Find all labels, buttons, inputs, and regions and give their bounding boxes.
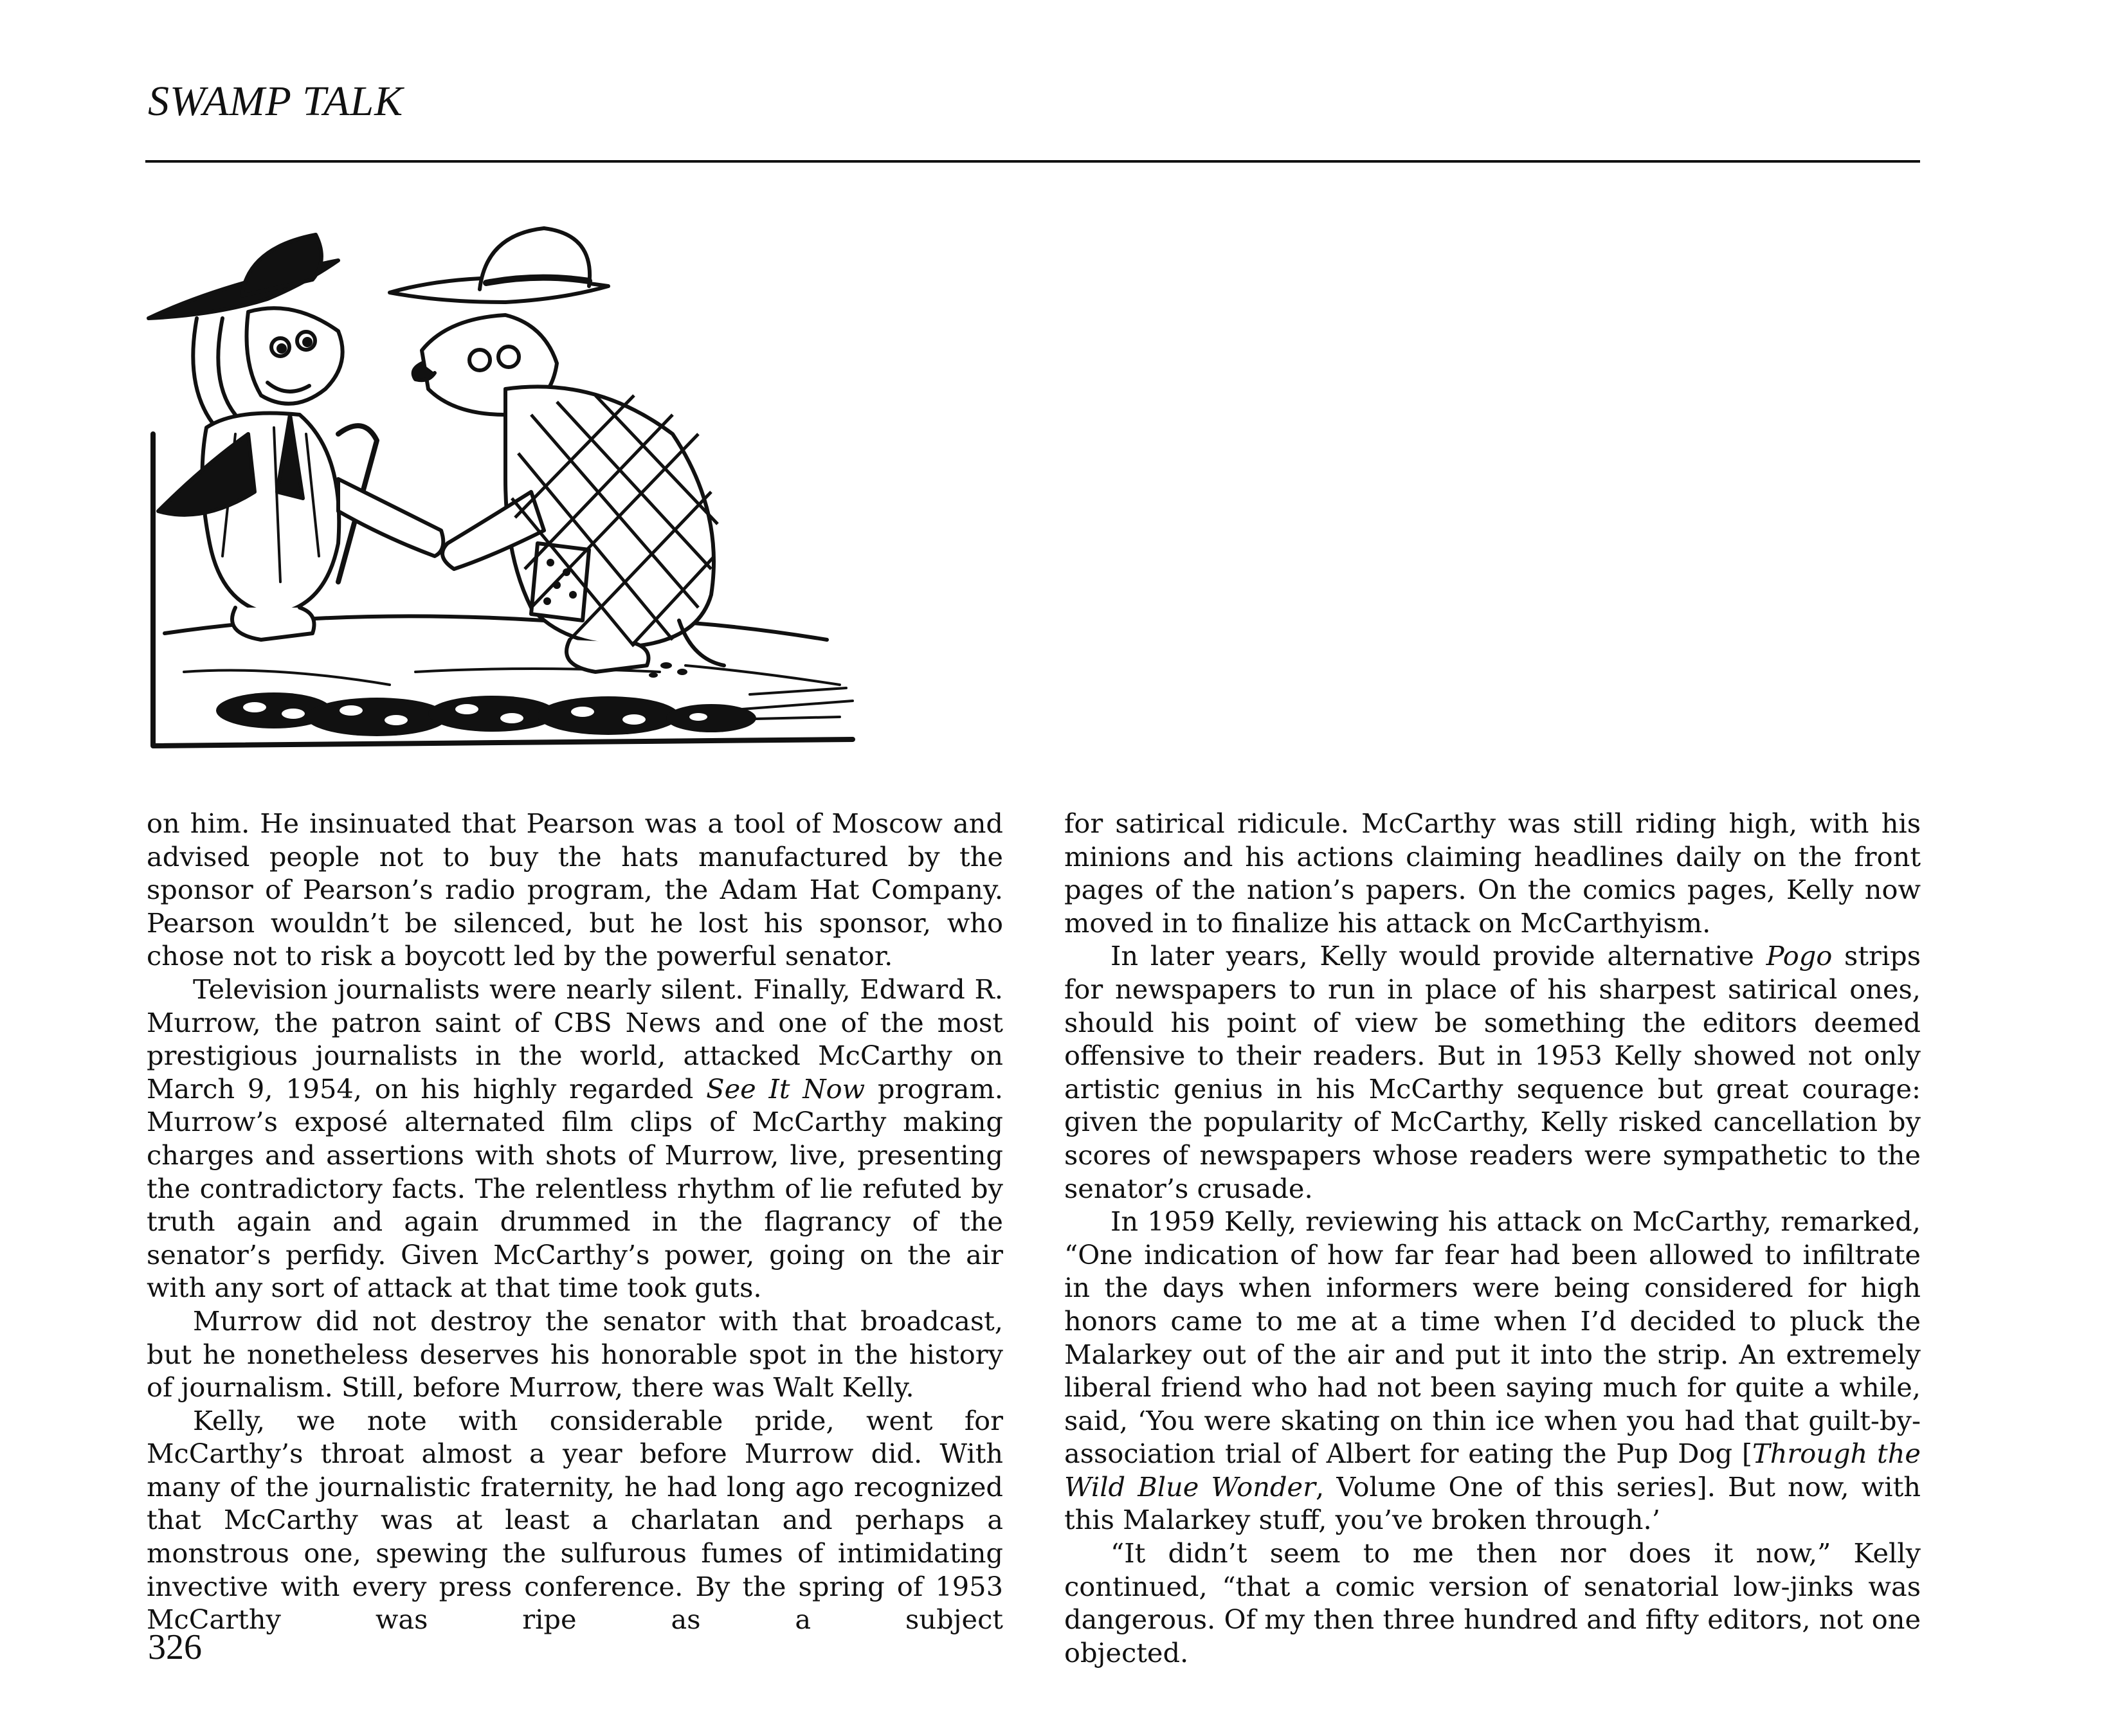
left-paragraph-4: Kelly, we note with considerable pride, went for McCarthy’s throat almost a year before Murrow did. With many of the journalistic fraternity, he had long ago recognized that McCarthy was at least a charlatan and perhaps a monstrous one, spewing the sulfurous fumes of intimidating invective with every press conference. By the spring of 1953 McCarthy was ripe as a subject xyxy=(147,1404,1003,1636)
right-paragraph-1: for satirical ridicule. McCarthy was still riding high, with his minions and his actions claiming headlines daily on the front pages of the nation’s papers. On the comics pages, Kelly now moved in to finalize his attack on McCarthyism. xyxy=(1064,808,1921,939)
right-paragraph-3-text-a: In 1959 Kelly, reviewing his attack on McCarthy, remarked, “One indication of how far fear had been allowed to infiltrate in the days when informers were being considered for high honors came to me at a time when I’d decided to pluck the Malarkey out of the air and put it into the strip. An extremely liberal friend who had not been saying much for quite a while, said, ‘You were skating on thin ice when you had that guilt-by-association trial of Albert for eating the Pup Dog [ xyxy=(1064,1206,1921,1470)
right-paragraph-2 xyxy=(1064,939,1921,1205)
left-paragraph-2 xyxy=(147,973,1003,1305)
program-title: See It Now xyxy=(706,1072,866,1105)
running-head: SWAMP TALK xyxy=(148,78,404,125)
left-column xyxy=(147,807,1003,1636)
right-paragraph-3-text-b: , Volume One of this series]. But now, with this Malarkey stuff, you’ve broken through.’ xyxy=(1064,1470,1921,1536)
strip-title: Pogo xyxy=(1766,940,1833,972)
left-paragraph-2-text-b: program. Murrow’s exposé alternated film clips of McCarthy making charges and assertions with shots of Murrow, live, presenting the contradictory facts. The relentless rhythm of lie refuted by truth again and again drummed in the flagrancy of the senator’s perfidy. Given McCarthy’s power, going on the air with any sort of attack at that time took guts. xyxy=(147,1072,1003,1304)
left-paragraph-1: on him. He insinuated that Pearson was a tool of Moscow and advised people not to buy the hats manufactured by the sponsor of Pearson’s radio program, the Adam Hat Company. Pearson wouldn’t be silenced, but he lost his sponsor, who chose not to risk a boycott led by the powerful senator. xyxy=(147,808,1003,972)
header-rule xyxy=(145,160,1920,163)
right-paragraph-4: “It didn’t seem to me then nor does it now,” Kelly continued, “that a comic version of senatorial low-jinks was dangerous. Of my then three hundred and fifty editors, not one objected. xyxy=(1064,1537,1921,1668)
left-paragraph-3: Murrow did not destroy the senator with that broadcast, but he nonetheless deserves his honorable spot in the history of journalism. Still, before Murrow, there was Walt Kelly. xyxy=(147,1305,1003,1404)
book-title: Through the Wild Blue Wonder xyxy=(1064,1438,1921,1503)
right-column xyxy=(1064,807,1921,1669)
right-paragraph-2-text-b: strips for newspapers to run in place of his sharpest satirical ones, should his point of view be something the editors deemed offensive to their readers. But in 1953 Kelly showed not only artistic genius in his McCarthy sequence but great courage: given the popularity of McCarthy, Kelly risked cancellation by scores of newspapers whose readers were sympathetic to the senator’s crusade. xyxy=(1064,940,1921,1204)
left-paragraph-2-text-a: Television journalists were nearly silent. Finally, Edward R. Murrow, the patron saint of CBS News and one of the most prestigious journalists in the world, attacked McCarthy on March 9, 1954, on his highly regarded xyxy=(147,973,1003,1105)
page-number: 326 xyxy=(148,1627,202,1667)
right-paragraph-3 xyxy=(1064,1205,1921,1537)
comic-illustration xyxy=(145,222,878,755)
right-paragraph-2-text-a: In later years, Kelly would provide alternative xyxy=(1111,940,1766,972)
